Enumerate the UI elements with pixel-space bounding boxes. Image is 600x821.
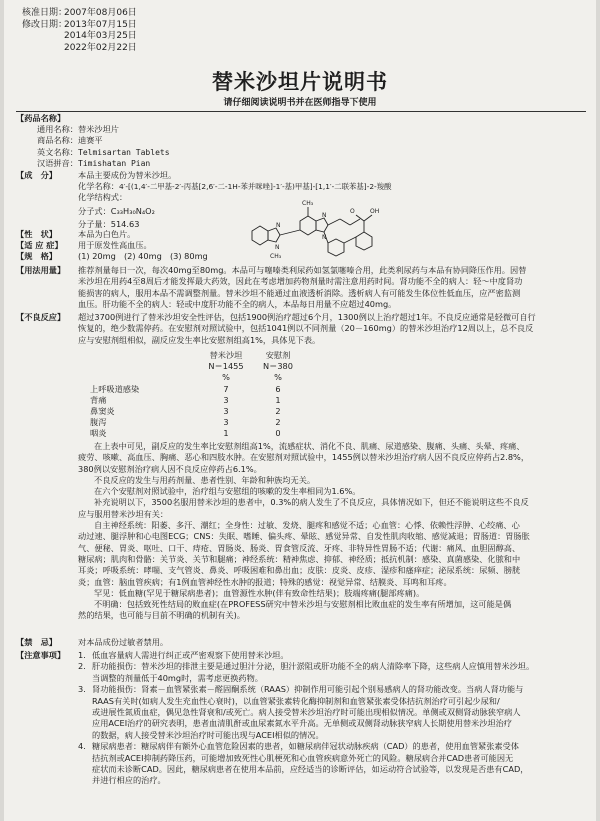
text-line: 然的结果，也可能与目前不明确的机制有关)。 [78, 610, 245, 621]
table-cell: 3 [223, 417, 229, 428]
section-heading: 【性 状】 [16, 229, 57, 239]
section-heading: 【注意事项】 [16, 650, 66, 660]
unit-label: % [222, 372, 230, 383]
text-line: 380例以安慰剂治疗病人因不良反应停药占6.1%。 [78, 463, 262, 474]
contraindication-section [16, 637, 168, 648]
column-header: 安慰剂 [265, 350, 291, 360]
unit-label: % [274, 372, 282, 383]
section-heading: 【适 应 症】 [16, 240, 63, 251]
revision-date-label: 修改日期： [22, 19, 68, 30]
text-line: 气、便秘、胃炎、呕吐、口干、痔疮、胃肠炎、肠炎、胃食管反流、牙疼、非特异性胃肠不适；代谢：痛风、血胆固醇高、 [78, 542, 521, 553]
table-cell: 6 [275, 383, 281, 394]
section-heading: 【用法用量】 [16, 265, 66, 275]
text-line: 肾功能损伤：肾素－血管紧张素－醛固酮系统（RAAS）抑制作用可能引起个别易感病人的肾功能改变。当病人肾功能与 [92, 684, 524, 695]
revision-date: 2014年03月25日 [64, 31, 137, 41]
revision-date: 2013年07月15日 [64, 19, 137, 30]
atom-label: N [322, 212, 327, 219]
table-header-row [90, 372, 304, 383]
table-cell: 鼻窦炎 [90, 406, 115, 417]
text-line: 不明确：包括致死性结局的败血症(在PROFESS研究中替米沙坦与安慰剂相比败血症的发生率有所增加，这可能是偶 [94, 599, 512, 610]
short-sections [16, 229, 208, 263]
text-line: 肝功能损伤：替米沙坦的排泄主要是通过胆汁分泌，胆汁淤阻或肝功能不全的病人清除率下降，这些病人应慎用替米沙坦。 [92, 661, 535, 672]
text-line: 糖尿病；肌肉和骨骼：关节炎、关节和腿痛；神经系统：精神焦虑、抑郁、神经质；抵抗机制：感染、真菌感染、化脓和中 [78, 553, 521, 564]
text-line: 超过3700例进行了替米沙坦安全性评估，包括1900例治疗超过6个月，1300例以上治疗超过1年。不良反应通常是轻微可自行 [78, 312, 536, 322]
section-heading: 【成 分】 [16, 170, 57, 180]
field-label: 通用名称： [37, 124, 78, 135]
text-line: 炎；血管：脑血管疾病；有1例血管神经性水肿的报道；特殊的感觉：视觉异常、结膜炎、耳鸣和耳疼。 [78, 576, 452, 587]
contraindication-text: 对本品成份过敏者禁用。 [78, 637, 169, 647]
spec-text: (1) 20mg (2) 40mg (3) 80mg [78, 251, 208, 262]
section-heading: 【禁 忌】 [16, 637, 57, 647]
list-item [78, 650, 590, 661]
table-cell: 7 [223, 383, 229, 394]
sample-size: N＝1455 [208, 361, 244, 372]
list-number: 1. [78, 650, 86, 660]
document-page [4, 0, 596, 821]
text-line: 拮抗剂或ACEI抑制药降压药，可能增加致死性心肌梗死和心血管疾病意外死亡的风险。糖尿病合并CAD患者可能因无 [92, 752, 514, 763]
atom-label: OH [370, 208, 380, 215]
section-heading: 【不良反应】 [16, 312, 66, 322]
list-number: 2. [78, 661, 86, 672]
section-heading: 【规 格】 [16, 251, 57, 262]
atom-label: N [275, 244, 280, 251]
indication-text: 用于原发性高血压。 [78, 240, 152, 251]
table-row [90, 417, 304, 428]
table-cell: 上呼吸道感染 [90, 383, 140, 394]
list-item [78, 684, 590, 741]
pinyin-name: Timishatan Pian [78, 158, 151, 168]
atom-label: CH₃ [270, 253, 282, 260]
field-label: 汉语拼音： [37, 157, 78, 168]
approval-date: 2007年08月06日 [64, 8, 137, 18]
list-number: 4. [78, 741, 86, 752]
date-block [22, 8, 137, 54]
text-line: 应与服用替米沙坦有关： [78, 508, 169, 519]
precautions-list [78, 650, 590, 787]
text-line: 血压。肝功能不全的病人：轻或中度肝功能不全的病人，本品每日用量不应超过40mg。 [78, 298, 397, 309]
adverse-intro [78, 312, 590, 346]
field-label: 化学结构式： [78, 192, 128, 203]
field-label: 英文名称： [37, 146, 78, 157]
text-line: 并进行相应的治疗。 [92, 775, 166, 786]
text-line: 应用ACEI治疗的研究表明，患者血清肌酐或血尿素氮水平升高。无单侧或双侧肾动脉狭窄病人长期使用替米沙坦治疗 [92, 718, 512, 729]
list-item [78, 741, 590, 787]
text-line: 推荐剂量每日一次，每次40mg至80mg。本品可与噻嗪类利尿药如氢氯噻嗪合用，此类利尿药与本品有协同降压作用。因替 [78, 265, 527, 275]
adverse-body [78, 441, 590, 622]
text-line: 在六个安慰剂对照试验中，治疗组与安慰组的咳嗽的发生率相同为1.6%。 [94, 486, 361, 497]
text-line: 恢复的，绝少数需停药。在安慰剂对照试验中，包括1041例以不同剂量（20－160mg）的替米沙坦治疗12周以上，总不良反 [78, 323, 534, 334]
field-label: 商品名称： [37, 135, 78, 146]
page-subtitle: 请仔细阅读说明书并在医师指导下使用 [223, 98, 377, 108]
table-row [90, 428, 304, 439]
table-cell: 咽炎 [90, 428, 107, 439]
table-cell: 1 [223, 428, 229, 439]
text-line: 症状而未诊断CAD。因此，糖尿病患者在使用本品前，应经适当的诊断评估，如运动符合试验等，以发现是否患有CAD， [92, 764, 529, 775]
table-cell: 背痛 [90, 394, 107, 405]
text-line: 不良反应的发生与用药剂量、患者性别、年龄和种族均无关。 [94, 474, 316, 485]
atom-label: O [350, 208, 355, 215]
table-row [90, 384, 304, 395]
table-cell: 0 [275, 428, 281, 439]
revision-date: 2022年02月22日 [64, 42, 137, 53]
atom-label: N [276, 222, 281, 229]
divider [16, 111, 586, 112]
text-line: 应与安慰剂组相似，副反应发生率比安慰剂组高1%，具体见下表。 [78, 334, 321, 345]
sample-size: N＝380 [263, 361, 293, 372]
column-header: 替米沙坦 [209, 350, 243, 360]
page-title: 替米沙坦片说明书 [212, 70, 388, 94]
text-line: RAAS有关时(如病人发生充血性心衰时)，以血管紧张素转化酶抑制剂和血管紧张素受体拮抗剂治疗可引起少尿和/ [92, 695, 500, 706]
text-line: 当调整的剂量低于40mg时，需考虑更换药物。 [92, 672, 263, 683]
table-cell: 腹泻 [90, 417, 107, 428]
text-line: 动过速、腿浮肿和心电图ECG；CNS：失眠、嗜睡、偏头疼、晕眩、感觉异常、自发性肌肉收缩、感觉减退；胃肠道：胃肠胀 [78, 531, 530, 542]
section-heading: 【药品名称】 [16, 113, 66, 123]
molecular-weight: 514.63 [110, 218, 140, 229]
table-cell: 1 [275, 394, 281, 405]
usage-text [78, 265, 590, 310]
text-line: 自主神经系统：阳萎、多汗、潮红；全身性：过敏、发烧、腿疼和感觉不适；心血管：心悸、依赖性浮肿、心绞痛、心 [94, 520, 520, 531]
text-line: 疲劳、咳嗽、高血压、胸痛、恶心和四肢水肿。在安慰剂对照试验中，1455例以替米沙坦治疗病人因不良反应停药占2.8%， [78, 452, 530, 463]
approval-date-label: 核准日期： [22, 8, 68, 18]
table-row [90, 406, 304, 417]
drug-name-section [16, 113, 170, 169]
field-label: 分子式： [78, 205, 111, 216]
text-line: 米沙坦在用药4至8周后才能发挥最大药效，因此在考虑增加药物剂量时需注意用药时间。肾功能不全的病人：轻～中度肾功 [78, 276, 523, 287]
chemical-structure-diagram [242, 193, 442, 271]
english-name: Telmisartan Tablets [78, 147, 170, 157]
atom-label: N [322, 234, 327, 241]
text-line: 的数据，病人接受替米沙坦治疗时可能出现与ACEI相似的情况。 [92, 729, 324, 740]
text-line: 低血容量病人需进行纠正或严密观察下使用替米沙坦。 [92, 650, 289, 660]
table-header-row [90, 361, 304, 372]
text-line: 能损害的病人，服用本品不需调整剂量。替米沙坦不能通过血液透析消除。透析病人有可能发生体位性低血压，应严密监测 [78, 287, 521, 298]
text-line: 或进展性氮质血症，偶见急性肾衰和/或死亡。病人接受替米沙坦治疗时可能出现相似情况。单侧或双侧肾动脉狭窄病人 [92, 707, 521, 718]
generic-name: 替米沙坦片 [78, 124, 119, 135]
text-line: 糖尿病患者：糖尿病伴有额外心血管危险因素的患者，如糖尿病伴冠状动脉疾病（CAD）的患者，使用血管紧张素受体 [92, 741, 519, 752]
atom-label: CH₃ [302, 200, 314, 207]
trade-name: 迪赛平 [78, 135, 103, 146]
molecular-formula: C₃₃H₃₀N₄O₂ [110, 205, 155, 216]
table-header-row [90, 350, 304, 361]
field-label: 分子量： [78, 218, 111, 229]
character-text: 本品为白色片。 [78, 229, 136, 239]
list-item [78, 661, 590, 684]
table-row [90, 395, 304, 406]
list-number: 3. [78, 684, 86, 695]
table-cell: 2 [275, 417, 281, 428]
table-cell: 3 [223, 406, 229, 417]
text-line: 耳炎；呼吸系统：哮喘、支气管炎、鼻炎、呼吸困难和鼻出血；皮肤：皮炎、皮疹、湿疹和瘙痒症；泌尿系统：尿频、膀胱 [78, 565, 521, 576]
text-line: 罕见：低血糖(罕见于糖尿病患者)；血管源性水肿(伴有致命性结果)；肢端疼痛(腿部疼痛)。 [94, 587, 425, 598]
table-cell: 3 [223, 394, 229, 405]
text-line: 补充说明以下，3500名服用替米沙坦的患者中，0.3%的病人发生了不良反应，具体情况如下，但还不能说明这些不良反 [94, 497, 529, 508]
composition-intro: 本品主要成份为替米沙坦。 [78, 170, 177, 180]
text-line: 在上表中可见，副反应的发生率比安慰剂组高1%，流感症状、消化不良、肌痛、尿道感染、腹痛、头痛、头晕、疼痛、 [94, 441, 525, 451]
chemical-name: 4′-[(1,4′-二甲基-2′-丙基[2,6′-二-1H-苯并咪唑]-1′-基)甲基]-[1,1′-二联苯基]-2-羧酸 [118, 182, 392, 192]
adverse-reaction-table [90, 350, 304, 440]
field-label: 化学名称： [78, 181, 119, 192]
table-cell: 2 [275, 406, 281, 417]
